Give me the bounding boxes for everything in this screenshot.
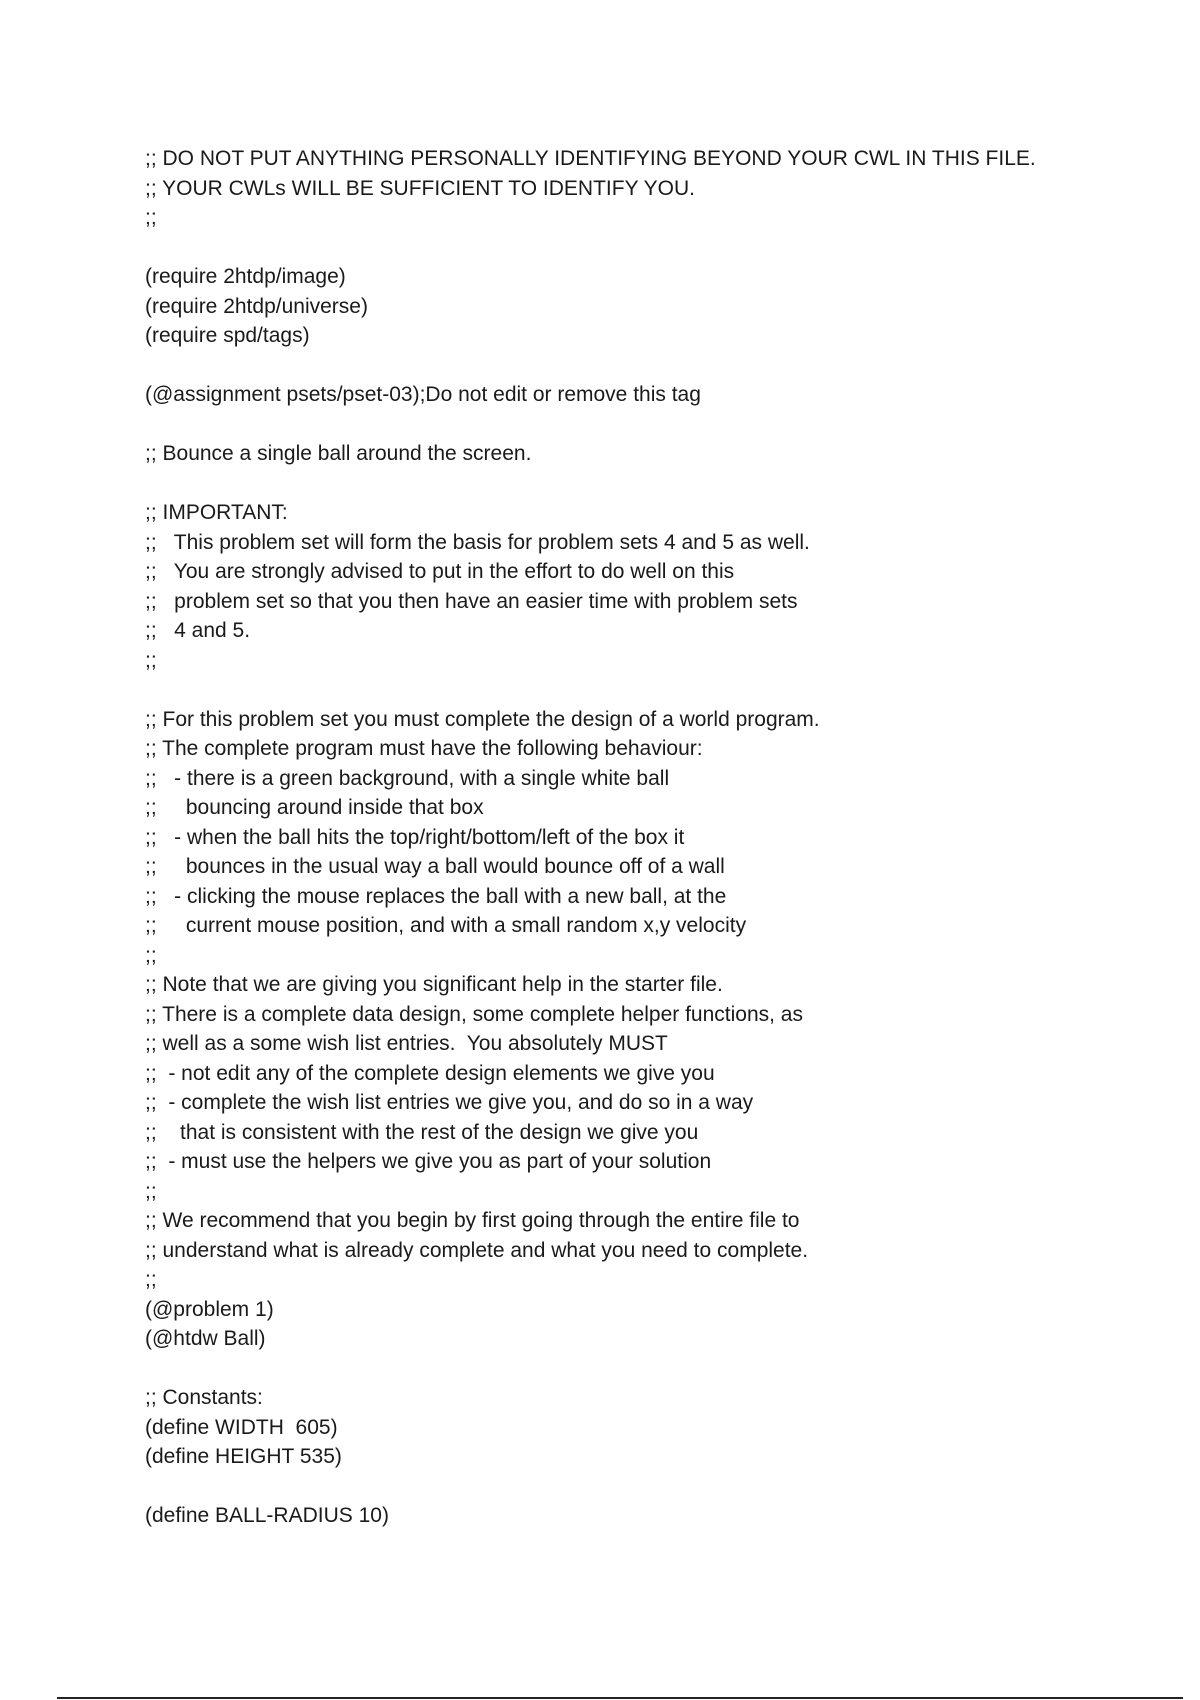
text-line: ;;	[145, 206, 157, 229]
text-line: ;; understand what is already complete and what you need to complete.	[145, 1238, 809, 1262]
blank-line	[145, 1354, 1045, 1384]
text-line: ;; bouncing around inside that box	[145, 796, 484, 819]
text-line: ;; well as a some wish list entries. You absolutely MUST	[145, 1032, 668, 1055]
text-line: ;; DO NOT PUT ANYTHING PERSONALLY IDENTIFYING BEYOND YOUR CWL IN THIS FILE.	[145, 147, 1036, 170]
text-line: ;; Constants:	[145, 1386, 263, 1409]
text-line: ;;	[145, 1268, 157, 1291]
page-bottom-divider	[57, 1697, 1183, 1699]
text-line: ;;	[145, 943, 157, 967]
text-line: ;; bounces in the usual way a ball would bounce off of a wall	[145, 855, 725, 878]
text-line: (@problem 1)	[145, 1297, 274, 1321]
blank-line	[145, 410, 1045, 440]
text-line: ;; - when the ball hits the top/right/bottom/left of the box it	[145, 825, 685, 849]
blank-line	[145, 469, 1045, 499]
text-line: ;; 4 and 5.	[145, 619, 251, 642]
text-line: ;; - must use the helpers we give you as part of your solution	[145, 1150, 712, 1173]
text-line: ;; The complete program must have the following behaviour:	[145, 737, 703, 760]
text-line: (define HEIGHT 535)	[145, 1445, 342, 1468]
text-line: ;; We recommend that you begin by first going through the entire file to	[145, 1209, 800, 1232]
text-line: (@assignment psets/pset-03);Do not edit or remove this tag	[145, 383, 701, 406]
text-line: ;; For this problem set you must complete the design of a world program.	[145, 707, 820, 731]
text-line: ;; IMPORTANT:	[145, 501, 288, 524]
text-line: ;; - there is a green background, with a single white ball	[145, 766, 670, 790]
text-line: ;; This problem set will form the basis for problem sets 4 and 5 as well.	[145, 530, 810, 554]
blank-line	[145, 351, 1045, 381]
text-line: ;; There is a complete data design, some complete helper functions, as	[145, 1002, 803, 1026]
text-line: ;; Bounce a single ball around the screen.	[145, 442, 532, 465]
text-line: (@htdw Ball)	[145, 1327, 266, 1350]
blank-line	[145, 1472, 1045, 1502]
text-line: ;;	[145, 1179, 157, 1203]
text-line: (define BALL-RADIUS 10)	[145, 1504, 389, 1527]
text-line: ;; problem set so that you then have an easier time with problem sets	[145, 589, 798, 613]
text-line: ;; current mouse position, and with a small random x,y velocity	[145, 914, 747, 937]
text-line: (require 2htdp/universe)	[145, 294, 368, 318]
text-line: ;; YOUR CWLs WILL BE SUFFICIENT TO IDENTIFY YOU.	[145, 176, 695, 200]
text-line: (require 2htdp/image)	[145, 265, 346, 288]
text-line: (define WIDTH 605)	[145, 1415, 338, 1439]
blank-line	[145, 233, 1045, 263]
text-line: ;; - complete the wish list entries we give you, and do so in a way	[145, 1091, 754, 1114]
text-line: (require spd/tags)	[145, 324, 310, 347]
text-line: ;; that is consistent with the rest of the design we give you	[145, 1120, 699, 1144]
document-body	[145, 144, 1045, 1531]
text-line: ;; - clicking the mouse replaces the ball with a new ball, at the	[145, 884, 727, 908]
text-line: ;; - not edit any of the complete design elements we give you	[145, 1061, 715, 1085]
text-line: ;; Note that we are giving you significant help in the starter file.	[145, 973, 723, 996]
blank-line	[145, 675, 1045, 705]
text-line: ;;	[145, 648, 157, 672]
text-line: ;; You are strongly advised to put in the effort to do well on this	[145, 560, 735, 583]
